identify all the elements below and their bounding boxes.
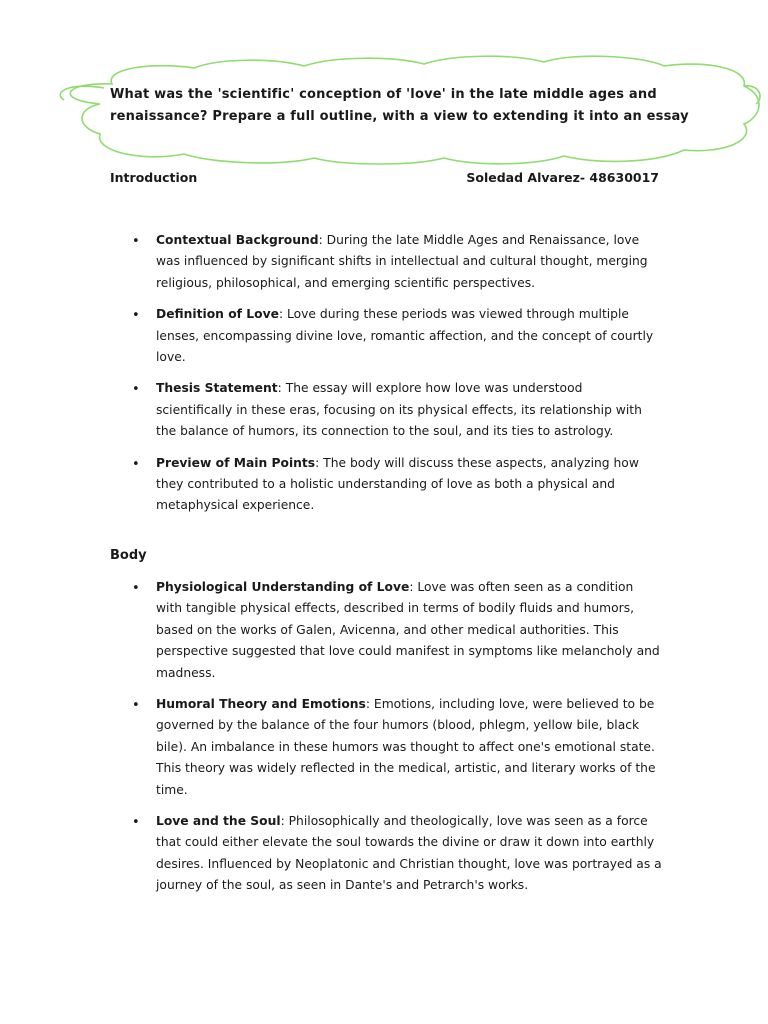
list-item xyxy=(110,378,662,442)
item-term: Humoral Theory and Emotions xyxy=(156,697,366,712)
list-item xyxy=(110,694,662,801)
question-line-1: What was the 'scientific' conception of 'love' in the late middle ages and xyxy=(110,87,657,102)
list-item xyxy=(110,577,662,684)
body-heading: Body xyxy=(110,548,147,563)
bullet-icon: • xyxy=(132,581,140,596)
item-term: Physiological Understanding of Love xyxy=(156,580,410,594)
introduction-header-row xyxy=(110,170,659,190)
list-item xyxy=(110,453,662,517)
item-text: : During the late Middle Ages and Renaissance, love was influenced by significant shifts in intellectual and cultural thought, merging religious, philosophical, and emerging scientific perspectives. xyxy=(156,233,648,290)
item-text: : Emotions, including love, were believed to be governed by the balance of the four humors (blood, phlegm, yellow bile, black bile). An imbalance in these humors was thought to affect one's emotional state. This theory was widely reflected in the medical, artistic, and literary works of the time. xyxy=(156,697,656,797)
list-item xyxy=(110,230,662,294)
bullet-icon: • xyxy=(132,456,140,472)
body-bullet-list xyxy=(110,577,662,907)
bullet-icon: • xyxy=(132,234,140,249)
item-text: : Philosophically and theologically, love was seen as a force that could either elevate the soul towards the divine or draw it down into earthly desires. Influenced by Neoplatonic and Christian thought, love was portrayed as a journey of the soul, as seen in Dante's and Petrarch's works. xyxy=(156,814,662,893)
bullet-icon: • xyxy=(132,815,140,831)
item-text: : Love during these periods was viewed through multiple lenses, encompassing divine love, romantic affection, and the concept of courtly love. xyxy=(156,307,654,365)
item-text: : The body will discuss these aspects, analyzing how they contributed to a holistic understanding of love as both a physical and metaphysical experience. xyxy=(156,455,639,513)
assignment-question xyxy=(110,84,689,128)
bullet-icon: • xyxy=(132,308,140,324)
introduction-heading: Introduction xyxy=(110,170,198,185)
item-text: : Love was often seen as a condition with tangible physical effects, described in terms of bodily fluids and humors, based on the works of Galen, Avicenna, and other medical authorities. This perspective suggested that love could manifest in symptoms like melancholy and madness. xyxy=(156,580,660,680)
item-term: Thesis Statement xyxy=(156,381,278,396)
item-term: Preview of Main Points xyxy=(156,455,316,470)
bullet-icon: • xyxy=(132,382,140,398)
item-text: : The essay will explore how love was understood scientifically in these eras, focusing on its physical effects, its relationship with the balance of humors, its connection to the soul, and its ties to astrology. xyxy=(156,381,642,439)
item-term: Love and the Soul xyxy=(156,814,281,829)
item-term: Definition of Love xyxy=(156,307,279,322)
bullet-icon: • xyxy=(132,698,140,714)
introduction-bullet-list xyxy=(110,230,662,527)
list-item xyxy=(110,304,662,368)
list-item xyxy=(110,811,662,897)
item-term: Contextual Background xyxy=(156,233,319,247)
author-name-id: Soledad Alvarez- 48630017 xyxy=(466,170,659,185)
question-line-2: renaissance? Prepare a full outline, with a view to extending it into an essay xyxy=(110,109,689,124)
